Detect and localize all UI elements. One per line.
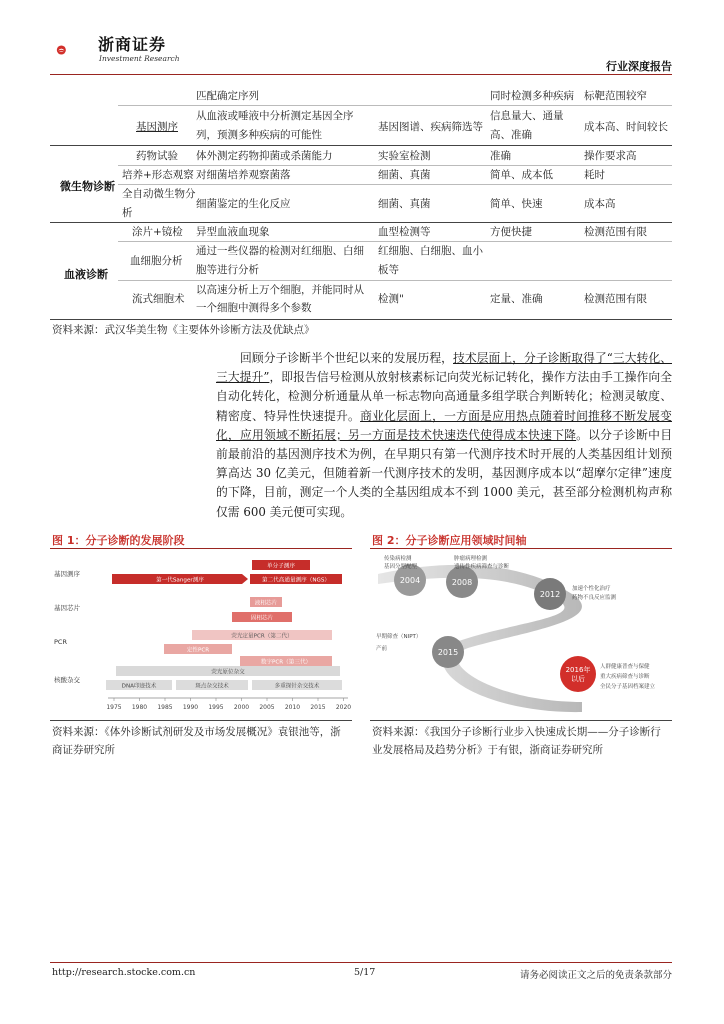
figure1-bar bbox=[164, 644, 232, 654]
table-cell: 基因测序 bbox=[136, 121, 178, 133]
category-blood: 血液诊断 bbox=[64, 268, 108, 281]
figure-rule bbox=[50, 720, 352, 721]
paragraph-underlined: 技术层面上，分子诊断取得了“三大转化、三大提升” bbox=[216, 351, 672, 385]
paragraph-text: 回顾分子诊断半个世纪以来的发展历程， bbox=[240, 351, 453, 365]
table-cell: 实验室检测 bbox=[378, 150, 431, 162]
svg-text:2015: 2015 bbox=[437, 648, 459, 657]
figure2-source: 资料来源：《我国分子诊断行业步入快速成长期——分子诊断行 bbox=[372, 726, 661, 738]
figure1-year-label: 2000 bbox=[233, 704, 250, 711]
figure1-year-label: 1980 bbox=[131, 704, 148, 711]
table-rule bbox=[118, 280, 672, 281]
note-2008-1: 遗传性疾病筛查与诊断 bbox=[454, 564, 510, 570]
table-cell: 方便快捷 bbox=[490, 226, 532, 238]
table-cell: 成本高、时间较长 bbox=[584, 121, 668, 133]
table-cell: 匹配确定序列 bbox=[196, 90, 259, 102]
company-name: 浙商证券 bbox=[98, 35, 167, 54]
figure1-bar bbox=[240, 656, 332, 666]
table-cell: 细菌鉴定的生化反应 bbox=[196, 198, 291, 210]
category-microbe: 微生物诊断 bbox=[60, 180, 115, 193]
svg-text:单分子测序: 单分子测序 bbox=[267, 563, 295, 570]
footer-disclaimer: 请务必阅读正文之后的免责条款部分 bbox=[519, 970, 672, 981]
table-cell: 血型检测等 bbox=[378, 226, 431, 238]
figure1-year-label: 1995 bbox=[208, 704, 224, 711]
table-cell: 细菌、真菌 bbox=[378, 169, 431, 181]
svg-text:第二代高通量测序（NGS）: 第二代高通量测序（NGS） bbox=[261, 577, 331, 584]
note-2012-1: 药物不良反应监测 bbox=[572, 595, 617, 601]
report-type: 行业深度报告 bbox=[606, 60, 672, 73]
table-cell: 基因图谱、疾病筛选等 bbox=[378, 121, 483, 133]
table-cell: 通过一些仪器的检测对红细胞、白细 bbox=[196, 245, 364, 257]
note-2016-2: 全民分子基因档案建立 bbox=[600, 684, 656, 690]
figure1-row-label: 基因测序 bbox=[54, 570, 80, 578]
paragraph-underlined: 商业化层面上，一方面是应用热点随着时间推移不断发展变化，应用领域不断拓展；另一方面是技术快速迭代使得成本快速下降 bbox=[216, 408, 672, 442]
note-2004-0: 传染病检测 bbox=[384, 556, 412, 562]
figure1-year-label: 2005 bbox=[259, 704, 275, 711]
table-rule bbox=[50, 319, 672, 320]
figure1-bar bbox=[106, 680, 172, 690]
figure1-title: 图 1：分子诊断的发展阶段 bbox=[52, 534, 185, 547]
page-number: 5/17 bbox=[354, 967, 376, 978]
table-cell: 操作要求高 bbox=[584, 150, 637, 162]
table-source: 资料来源：武汉华美生物《主要体外诊断方法及优缺点》 bbox=[52, 324, 315, 336]
company-logo-icon bbox=[56, 30, 96, 70]
svg-text:2016年: 2016年 bbox=[565, 666, 591, 674]
table-cell: 标靶范围较窄 bbox=[584, 90, 647, 102]
svg-text:2008: 2008 bbox=[451, 578, 473, 587]
table-cell: 涂片+镜检 bbox=[132, 226, 183, 238]
company-name-en: Investment Research bbox=[99, 54, 180, 63]
figure-rule bbox=[370, 720, 672, 721]
figure2-title: 图 2：分子诊断应用领域时间轴 bbox=[372, 534, 527, 547]
svg-text:液相芯片: 液相芯片 bbox=[254, 600, 278, 607]
note-2016-0: 人群健康普查与保健 bbox=[600, 664, 650, 670]
year-2012 bbox=[534, 578, 566, 610]
figure1-bar bbox=[176, 680, 248, 690]
figure1-bar bbox=[116, 666, 340, 676]
table-cell: 定量、准确 bbox=[490, 293, 543, 305]
figure1-year-label: 1975 bbox=[106, 704, 122, 711]
table-rule bbox=[118, 105, 672, 106]
table-cell: 检测" bbox=[378, 293, 404, 305]
table-cell: 简单、快速 bbox=[490, 198, 543, 210]
figure1-year-label: 1990 bbox=[182, 704, 199, 711]
table-cell: 全自动微生物分 bbox=[122, 188, 196, 200]
table-cell: 异型血液血现象 bbox=[196, 226, 270, 238]
figure-rule bbox=[50, 548, 352, 549]
figure1-year-label: 2015 bbox=[310, 704, 326, 711]
table-cell: 同时检测多种疾病 bbox=[490, 90, 574, 102]
figure2-source: 业发展格局及趋势分析》于有银，浙商证券研究所 bbox=[372, 744, 603, 756]
table-cell: 列，预测多种疾病的可能性 bbox=[196, 129, 322, 141]
table-cell: 板等 bbox=[378, 264, 399, 276]
svg-text:2004: 2004 bbox=[399, 576, 421, 585]
svg-text:第一代Sanger测序: 第一代Sanger测序 bbox=[156, 577, 204, 584]
figure1-chart bbox=[52, 552, 352, 714]
figure1-year-label: 1985 bbox=[157, 704, 173, 711]
note-2004-1: 基因分型配型 bbox=[384, 564, 418, 570]
table-cell: 准确 bbox=[490, 150, 511, 162]
table-cell: 以高速分析上万个细胞，并能同时从 bbox=[196, 284, 364, 296]
note-2012-0: 加速个性化治疗 bbox=[572, 586, 611, 592]
figure1-bar bbox=[252, 560, 310, 570]
table-cell: 药物试验 bbox=[136, 150, 178, 162]
table-rule bbox=[50, 145, 672, 146]
year-2008 bbox=[446, 566, 478, 598]
figure1-source: 商证券研究所 bbox=[52, 744, 115, 756]
table-cell: 流式细胞术 bbox=[132, 293, 185, 305]
figure1-bar bbox=[250, 597, 282, 607]
figure1-row-label: PCR bbox=[54, 638, 67, 646]
figure1-source: 资料来源：《体外诊断试剂研发及市场发展概况》袁银池等，浙 bbox=[52, 726, 341, 738]
footer-rule bbox=[50, 962, 672, 963]
table-rule bbox=[118, 241, 672, 242]
figure1-year-label: 2020 bbox=[335, 704, 352, 711]
paragraph-text: ，即报告信号检测从放射核素标记向荧光标记转化，操作方法由手工操作向全自动化转化，检测分析通量从单一标志物向高通量多组学联合判断转化；检测灵敏度、精密度、特异性快速提升。 bbox=[216, 370, 672, 423]
figure1-bar bbox=[192, 630, 332, 640]
table-cell: 从血液或唾液中分析测定基因全序 bbox=[196, 110, 354, 122]
figure2-timeline bbox=[372, 552, 672, 716]
year-2015 bbox=[432, 636, 464, 668]
table-cell: 红细胞、白细胞、血小 bbox=[378, 245, 483, 257]
figure1-bar bbox=[112, 574, 248, 584]
table-cell: 血细胞分析 bbox=[130, 255, 183, 267]
table-cell: 一个细胞中测得多个参数 bbox=[196, 302, 312, 314]
table-rule bbox=[118, 165, 672, 166]
table-cell: 检测范围有限 bbox=[584, 226, 647, 238]
year-2016-later bbox=[560, 656, 596, 692]
table-cell: 析 bbox=[122, 207, 133, 219]
table-cell: 细菌、真菌 bbox=[378, 198, 431, 210]
figure1-bar bbox=[250, 574, 342, 584]
svg-text:以后: 以后 bbox=[571, 675, 585, 683]
figure1-bar bbox=[232, 612, 292, 622]
footer-url[interactable]: http://research.stocke.com.cn bbox=[52, 967, 196, 978]
figure1-year-label: 2010 bbox=[284, 704, 301, 711]
note-2008-0: 肿瘤病理检测 bbox=[454, 556, 488, 562]
table-cell: 检测范围有限 bbox=[584, 293, 647, 305]
table-cell: 胞等进行分析 bbox=[196, 264, 259, 276]
table-cell: 耗时 bbox=[584, 169, 605, 181]
svg-text:DNA印迹技术: DNA印迹技术 bbox=[121, 683, 157, 690]
note-2016-1: 重大疾病筛查与诊断 bbox=[600, 674, 650, 680]
figure1-row-label: 核酸杂交 bbox=[54, 676, 80, 684]
figure1-bar bbox=[252, 680, 342, 690]
header-rule bbox=[50, 74, 672, 75]
figure1-row-label: 基因芯片 bbox=[54, 604, 80, 612]
figure-rule bbox=[370, 548, 672, 549]
svg-text:定性PCR: 定性PCR bbox=[186, 647, 210, 654]
table-cell: 成本高 bbox=[584, 198, 616, 210]
table-cell: 培养+形态观察 bbox=[122, 169, 194, 181]
table-cell: 简单、成本低 bbox=[490, 169, 553, 181]
svg-text:数字PCR（第三代）: 数字PCR（第三代） bbox=[260, 659, 312, 666]
table-cell: 体外测定药物抑菌或杀菌能力 bbox=[196, 150, 333, 162]
note-2015-1: 产前 bbox=[376, 646, 388, 652]
body-paragraph bbox=[216, 349, 672, 522]
table-rule bbox=[118, 184, 672, 185]
svg-text:多重探针杂交技术: 多重探针杂交技术 bbox=[274, 683, 320, 690]
note-2015-0: 早期筛查（NIPT） bbox=[376, 634, 422, 640]
paragraph-text: 。以分子诊断中目前最前沿的基因测序技术为例，在早期只有第一代测序技术时开展的人类基因组计划预算高达 30 亿美元，但随着新一代测序技术的发明，基因测序成本以“超摩尔定律”速度的下降，目前，测定一个人类的全基因组成本不到 1000 美元，甚至部分检测机构声称仅需 600 美元便可实现。 bbox=[216, 427, 672, 519]
table-rule bbox=[50, 222, 672, 223]
table-cell: 高、准确 bbox=[490, 129, 532, 141]
svg-text:2012: 2012 bbox=[539, 590, 561, 599]
svg-text:荧光定量PCR（第二代）: 荧光定量PCR（第二代） bbox=[231, 633, 293, 640]
table-cell: 对细菌培养观察菌落 bbox=[196, 169, 291, 181]
svg-text:固相芯片: 固相芯片 bbox=[250, 615, 274, 622]
svg-text:荧光原位杂交: 荧光原位杂交 bbox=[211, 669, 245, 676]
table-cell: 信息量大、通量 bbox=[490, 110, 564, 122]
svg-text:斑点杂交技术: 斑点杂交技术 bbox=[195, 683, 229, 690]
